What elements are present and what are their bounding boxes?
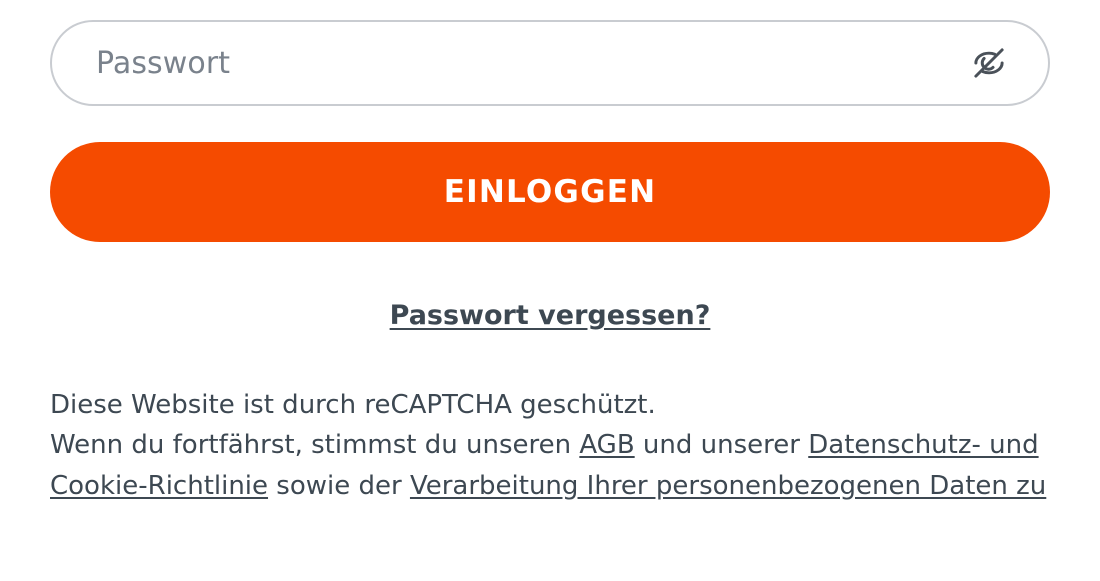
login-form-panel: [0, 20, 1100, 581]
forgot-password-link[interactable]: Passwort vergessen?: [389, 300, 711, 331]
agb-link[interactable]: AGB: [579, 430, 635, 461]
data-processing-link[interactable]: Verarbeitung Ihrer personenbezogenen Daten zu: [409, 470, 1047, 501]
legal-terms-suffix: sowie der: [268, 470, 410, 501]
legal-line-terms: [50, 430, 1046, 500]
legal-terms-mid: und unserer: [634, 430, 809, 461]
eye-off-icon[interactable]: [966, 40, 1012, 86]
login-button[interactable]: EINLOGGEN: [50, 142, 1050, 242]
privacy-cookie-policy-link[interactable]: Datenschutz- und Cookie-Richtlinie: [50, 430, 1039, 501]
legal-terms-prefix: Wenn du fortfährst, stimmst du unseren: [50, 430, 580, 461]
legal-text: [50, 385, 1050, 506]
legal-line-recaptcha: Diese Website ist durch reCAPTCHA geschützt.: [50, 390, 656, 420]
forgot-password-row: [50, 300, 1050, 331]
password-input[interactable]: [96, 46, 1004, 81]
password-field-wrapper[interactable]: [50, 20, 1050, 106]
